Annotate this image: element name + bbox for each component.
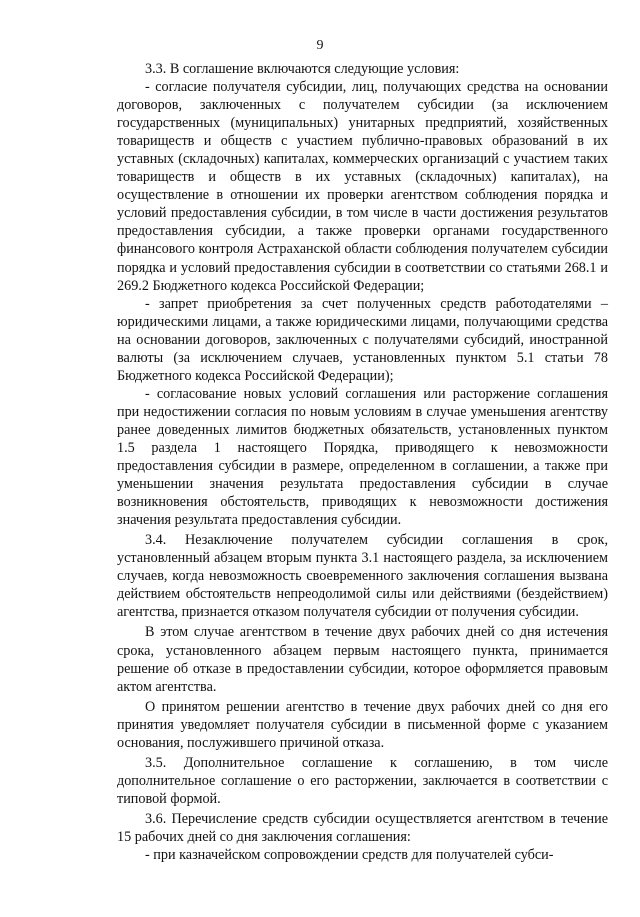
condition-agreement-revision: - согласование новых условий соглашения или расторжение соглашения при недостижении согласия по новым условиям в случае уменьшения агентству ранее доведенных лимитов бюджетных обязательств, установленных пунктом 1.5 раздела 1 настоящего Порядка, приводящего к невозможности предоставления субсидии в размере, определенном в соглашении, а также при уменьшении значения результата предоставления субсидии в случае возникновения обстоятельств, приводящих к невозможности достижения значения результата предоставления субсидии. <box>117 385 608 529</box>
section-3-3-heading: 3.3. В соглашение включаются следующие условия: <box>145 61 460 77</box>
section-3-4-paragraph: 3.4. Незаключение получателем субсидии соглашения в срок, установленный абзацем вторым пункта 3.1 настоящего раздела, за исключением случаев, когда невозможность своевременного заключения соглашения вызвана действием обстоятельств непреодолимой силы или действиями (бездействием) агентства, признается отказом получателя субсидии от получения субсидии. <box>117 532 608 621</box>
document-body <box>117 60 608 864</box>
section-3-4-notification: О принятом решении агентство в течение двух рабочих дней со дня его принятия уведомляет получателя субсидии в письменной форме с указанием основания, послужившего причиной отказа. <box>117 698 608 751</box>
section-3-6-paragraph: 3.6. Перечисление средств субсидии осуществляется агентством в течение 15 рабочих дней со дня заключения соглашения: <box>117 810 608 845</box>
page-number: 9 <box>316 38 324 53</box>
section-3-4-refusal-decision: В этом случае агентством в течение двух рабочих дней со дня истечения срока, установленного абзацем первым настоящего пункта, принимается решение об отказе в предоставлении субсидии, которое оформляется правовым актом агентства. <box>117 624 608 695</box>
condition-consent-to-audit: - согласие получателя субсидии, лиц, получающих средства на основании договоров, заключенных с получателем субсидии (за исключением государственных (муниципальных) унитарных предприятий, хозяйственных товариществ и обществ с участием публично-правовых образований в их уставных (складочных) капиталах, коммерческих организаций с участием таких товариществ и обществ в их уставных (складочных) капиталах), на осуществление в отношении их проверки агентством соблюдения порядка и условий предоставления субсидии, в том числе в части достижения результатов предоставления субсидии, а также проверки органами государственного финансового контроля Астраханской области соблюдения получателем субсидии порядка и условий предоставления субсидии в соответствии со статьями 268.1 и 269.2 Бюджетного кодекса Российской Федерации; <box>117 79 608 294</box>
section-3-6-treasury-item: - при казначейском сопровождении средств для получателей субси- <box>145 847 554 864</box>
condition-foreign-currency-ban: - запрет приобретения за счет полученных средств работодателями – юридическими лицами, а также юридическими лицами, получающими средства на основании договоров, заключенных с получателями субсидий, иностранной валюты (за исключением случаев, установленных пунктом 5.1 статьи 78 Бюджетного кодекса Российской Федерации); <box>117 295 608 384</box>
section-3-5-paragraph: 3.5. Дополнительное соглашение к соглашению, в том числе дополнительное соглашение о его расторжении, заключается в соответствии с типовой формой. <box>117 754 608 807</box>
